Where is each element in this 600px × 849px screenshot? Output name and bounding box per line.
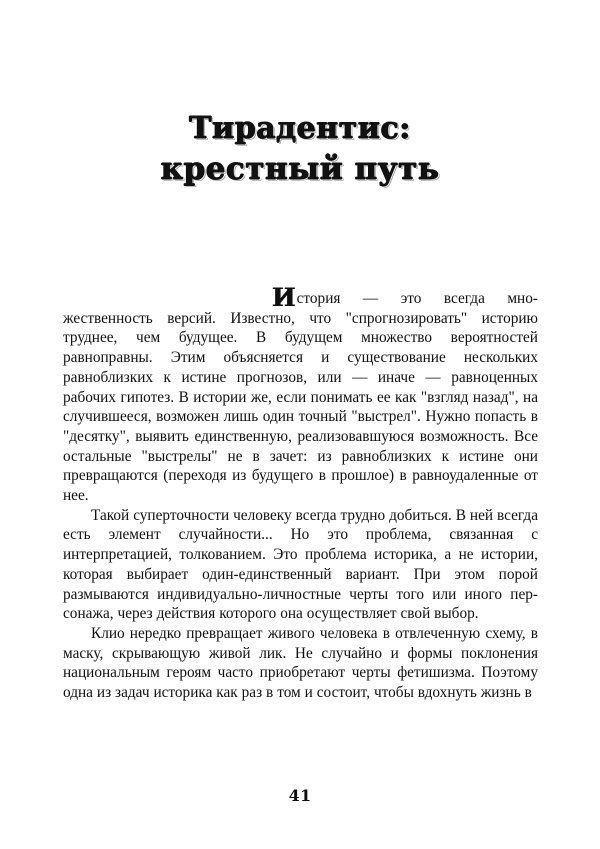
paragraph-1-text: стория — это всегда множественность версий. Известно, что "спрогнозировать" историю труднее, чем будущее. В будущем множество вероятностей равноправны. Этим объясняется и существование нескольких равноблизких к истине прогнозов, или — иначе — равноценных рабочих гипотез. В истории же, если понимать ее как "взгляд назад", на случившееся, возможен лишь один точный "выстрел". Нужно попасть в "десятку", выявить единственную, реализовавшуюся возможность. Все остальные "выстрелы" не в зачет: из равноблизких к истине они превращаются (переходя из будущего в прошлое) в равноудаленные от нее.: [63, 290, 538, 505]
paragraph-2: Такой суперточности человеку всегда трудно добиться. В ней всегда есть элемент случайности... Но это проблема, связанная с интерпретацией, толкованием. Это проблема историка, а не истории, которая выбирает один-единственный вариант. При этом порой размываются индивидуально-личностные черты того или иного персонажа, через действия которого она осуществляет свой выбор.: [63, 506, 538, 623]
body-text-column: [63, 283, 538, 703]
chapter-title: [0, 108, 600, 190]
page-number: 41: [288, 786, 312, 805]
chapter-title-line-2: крестный путь: [160, 151, 440, 187]
paragraph-3: Клио нередко превращает живого человека в отвлеченную схему, в маску, скрывающую живой лик. Не случайно и формы поклонения национальным героям часто приобретают черты фетишизма. Поэтому одна из задач историка как раз в том и состоит, чтобы вдохнуть жизнь в: [63, 624, 538, 702]
chapter-title-line-1: Тирадентис:: [189, 111, 411, 146]
drop-cap-letter: И: [272, 283, 296, 312]
paragraph-1: [63, 283, 538, 506]
